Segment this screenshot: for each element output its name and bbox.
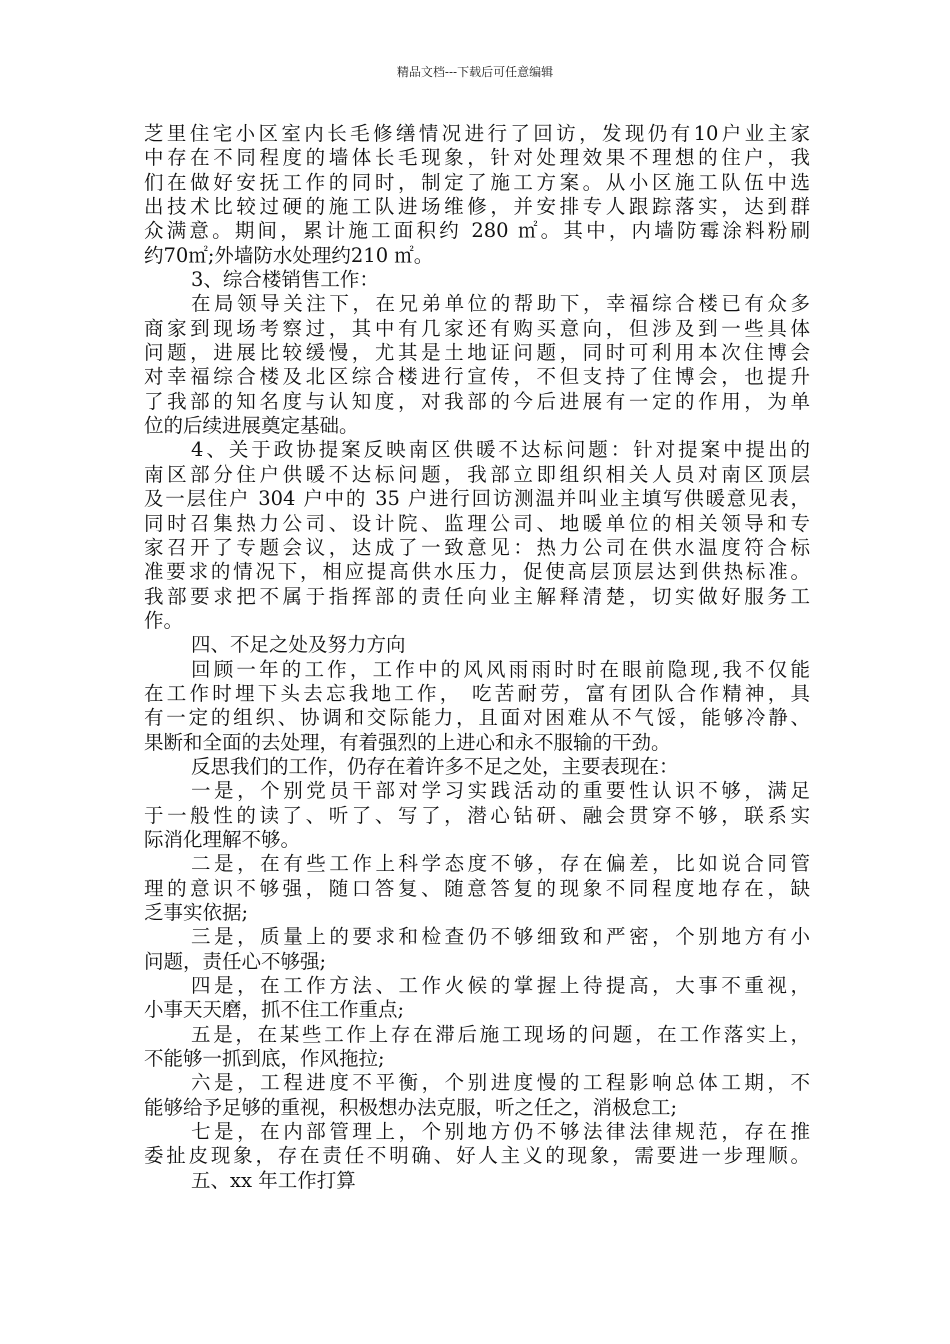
text-line: 位的后续进展奠定基础。: [144, 414, 359, 438]
text-line: 能够给予足够的重视，积极想办法克服，听之任之，消极怠工;: [144, 1095, 678, 1119]
text-line: 五是，在某些工作上存在滞后施工现场的问题，在工作落实上，: [191, 1022, 810, 1046]
text-line: 我部要求把不属于指挥部的责任向业主解释清楚，切实做好服务工: [144, 584, 810, 608]
text-line: 芝里住宅小区室内长毛修缮情况进行了回访，发现仍有10户业主家: [144, 122, 810, 145]
text-line: 于一般性的读了、听了、写了，潜心钻研、融会贯穿不够，联系实: [144, 803, 810, 827]
text-line: 约70㎡;外墙防水处理约210 ㎡。: [144, 243, 434, 267]
text-line: 委扯皮现象，存在责任不明确、好人主义的现象，需要进一步理顺。: [144, 1144, 810, 1168]
text-line: 3、综合楼销售工作：: [191, 268, 379, 292]
text-line: 理的意识不够强，随口答复、随意答复的现象不同程度地存在，缺: [144, 876, 810, 900]
text-line: 果断和全面的去处理，有着强烈的上进心和永不服输的干劲。: [144, 730, 671, 754]
text-line: 们在做好安抚工作的同时，制定了施工方案。从小区施工队伍中选: [144, 170, 810, 194]
document-body: [144, 122, 810, 1193]
text-line: 问题，进展比较缓慢，尤其是土地证问题，同时可利用本次住博会: [144, 341, 810, 365]
text-line: 反思我们的工作，仍存在着许多不足之处，主要表现在：: [191, 754, 679, 778]
text-line: 作。: [144, 608, 184, 632]
text-line: 对幸福综合楼及北区综合楼进行宣传，不但支持了住博会，也提升: [144, 365, 810, 389]
text-line: 问题，责任心不够强;: [144, 949, 327, 973]
text-line: 四是，在工作方法、工作火候的掌握上待提高，大事不重视，: [191, 974, 810, 998]
text-line: 四、不足之处及努力方向: [191, 633, 406, 657]
text-line: 乏事实依据;: [144, 901, 249, 924]
text-line: 南区部分住户供暖不达标问题，我部立即组织相关人员对南区顶层: [144, 462, 810, 486]
text-line: 商家到现场考察过，其中有几家还有购买意向，但涉及到一些具体: [144, 316, 810, 340]
text-line: 七是，在内部管理上，个别地方仍不够法律法律规范，存在推: [191, 1120, 810, 1144]
text-line: 五、xx 年工作打算: [191, 1168, 356, 1192]
text-line: 有一定的组织、协调和交际能力，且面对困难从不气馁，能够冷静、: [144, 706, 810, 730]
page-header: 精品文档---下载后可任意编辑: [396, 65, 554, 79]
text-line: 三是，质量上的要求和检查仍不够细致和严密，个别地方有小: [191, 925, 810, 949]
text-line: 中存在不同程度的墙体长毛现象，针对处理效果不理想的住户，我: [144, 146, 810, 170]
text-line: 小事天天磨，抓不住工作重点;: [144, 998, 405, 1022]
text-line: 及一层住户 304 户中的 35 户进行回访测温并叫业主填写供暖意见表，: [144, 487, 810, 511]
text-line: 家召开了专题会议，达成了一致意见：热力公司在供水温度符合标: [144, 535, 810, 559]
text-line: 一是，个别党员干部对学习实践活动的重要性认识不够，满足: [191, 779, 810, 803]
text-line: 出技术比较过硬的施工队进场维修，并安排专人跟踪落实，达到群: [144, 195, 810, 219]
text-line: 同时召集热力公司、设计院、监理公司、地暖单位的相关领导和专: [144, 511, 810, 535]
text-line: 准要求的情况下，相应提高供水压力，促使高层顶层达到供热标准。: [144, 560, 810, 584]
text-line: 众满意。期间，累计施工面积约 280 ㎡。其中，内墙防霉涂料粉刷: [144, 219, 810, 243]
text-line: 际消化理解不够。: [144, 827, 301, 851]
text-line: 在工作时埋下头去忘我地工作， 吃苦耐劳，富有团队合作精神，具: [144, 681, 810, 705]
text-line: 二是，在有些工作上科学态度不够，存在偏差，比如说合同管: [191, 852, 810, 876]
text-line: 了我部的知名度与认知度，对我部的今后进展有一定的作用，为单: [144, 389, 810, 413]
text-line: 4、关于政协提案反映南区供暖不达标问题：针对提案中提出的: [191, 438, 810, 462]
text-line: 不能够一抓到底，作风拖拉;: [144, 1047, 385, 1071]
text-line: 六是，工程进度不平衡，个别进度慢的工程影响总体工期，不: [191, 1071, 810, 1095]
text-line: 回顾一年的工作，工作中的风风雨雨时时在眼前隐现,我不仅能: [191, 657, 810, 681]
text-line: 在局领导关注下，在兄弟单位的帮助下，幸福综合楼已有众多: [191, 292, 810, 316]
